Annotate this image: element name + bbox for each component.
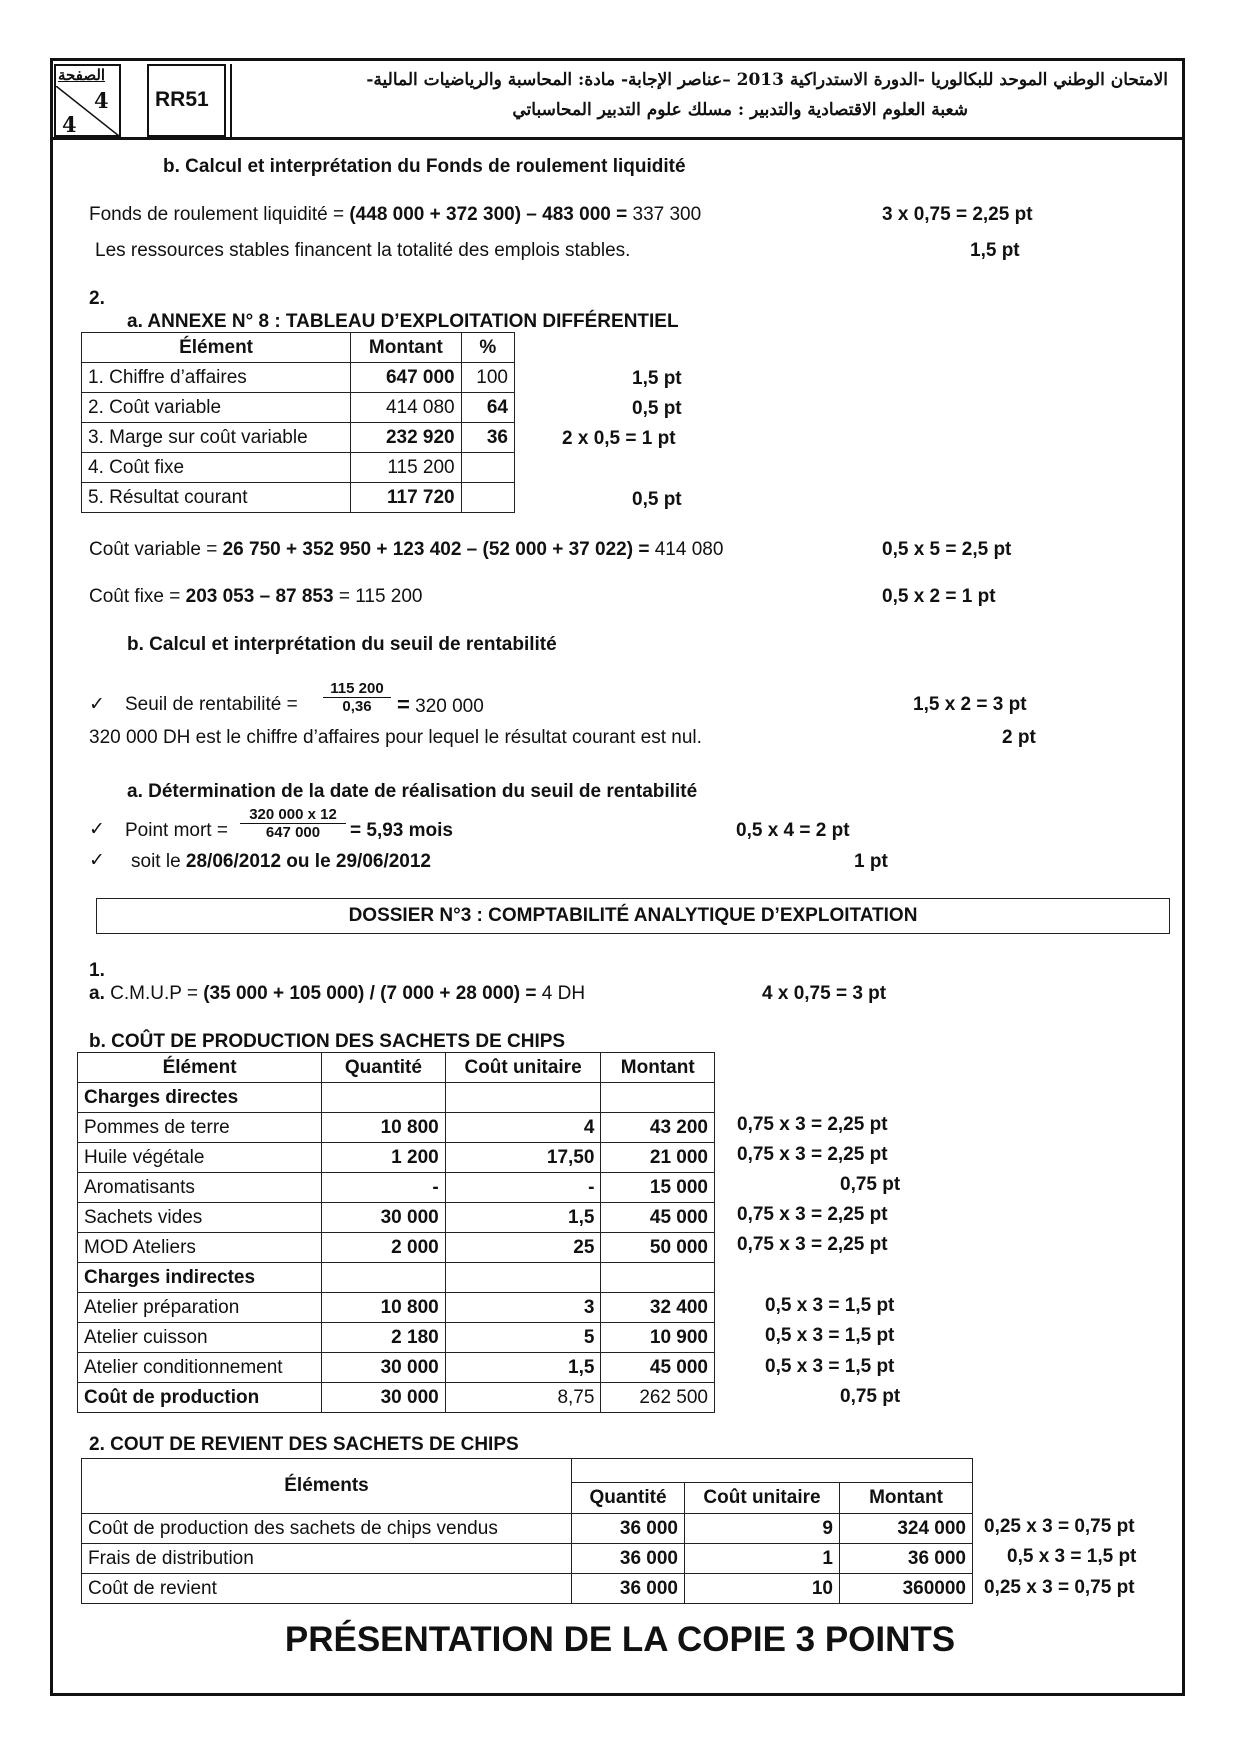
- prod-points-8: 0,5 x 3 = 1,5 pt: [765, 1325, 895, 1346]
- prod-cell-cu: 1,5: [445, 1203, 601, 1233]
- cv-formula: [89, 539, 723, 561]
- page-label: الصفحة: [58, 66, 106, 84]
- sr-equals: =: [397, 692, 410, 717]
- pm-numerator: 320 000 x 12: [240, 806, 346, 824]
- prod-cell-montant: 21 000: [601, 1143, 715, 1173]
- table-row: [78, 1113, 715, 1143]
- rev-cell-montant: 324 000: [840, 1514, 973, 1544]
- exam-title-line1: الامتحان الوطني الموحد للبكالوريا -الدورة الاستدراكية 2013 –عناصر الإجابة- مادة: المحاسبة والرياضيات المالية-: [366, 70, 1168, 90]
- rev-points-2: 0,5 x 3 = 1,5 pt: [1007, 1546, 1137, 1567]
- check-icon: ✓: [89, 694, 105, 715]
- prod-cell-cu: 4: [445, 1113, 601, 1143]
- table-row: [82, 1574, 973, 1604]
- rev-cell-qte: 36 000: [572, 1544, 685, 1574]
- annex-cell-montant: 115 200: [351, 453, 462, 483]
- pm-result: = 5,93 mois: [350, 820, 453, 841]
- prod-points-10: 0,75 pt: [840, 1386, 901, 1407]
- pm-denominator: 647 000: [265, 824, 321, 841]
- table-row: [78, 1173, 715, 1203]
- sr-numerator: 115 200: [323, 680, 391, 698]
- prod-title: b. COÛT DE PRODUCTION DES SACHETS DE CHIPS: [89, 1031, 566, 1052]
- exam-code: RR51: [155, 88, 209, 111]
- prod-cell-montant: 32 400: [601, 1293, 715, 1323]
- prod-points-9: 0,5 x 3 = 1,5 pt: [765, 1356, 895, 1377]
- dossier3-title: DOSSIER N°3 : COMPTABILITÉ ANALYTIQUE D’EXPLOITATION: [96, 898, 1170, 934]
- cv-label: Coût variable =: [89, 539, 223, 560]
- annex-table: [81, 332, 515, 513]
- annex-points-5: 0,5 pt: [632, 489, 682, 510]
- prod-cell-element: MOD Ateliers: [78, 1233, 322, 1263]
- cf-label: Coût fixe =: [89, 586, 186, 607]
- rev-cell-qte: 36 000: [572, 1574, 685, 1604]
- prod-cell-qte: 10 800: [322, 1293, 446, 1323]
- exam-title-line2: شعبة العلوم الاقتصادية والتدبير : مسلك علوم التدبير المحاسباتي: [512, 100, 968, 120]
- annex-cell-pct: 100: [461, 363, 514, 393]
- cv-result: 414 080: [649, 539, 724, 560]
- rev-cell-cu: 1: [685, 1544, 840, 1574]
- prod-cell-cu: 8,75: [445, 1383, 601, 1413]
- annex-cell-element: 5. Résultat courant: [82, 483, 351, 513]
- prod-cell-qte: 10 800: [322, 1113, 446, 1143]
- page-current: 4: [94, 88, 109, 113]
- annex-cell-element: 2. Coût variable: [82, 393, 351, 423]
- prod-cell-cu: 25: [445, 1233, 601, 1263]
- annex-cell-montant: 647 000: [351, 363, 462, 393]
- cmup-expr: (35 000 + 105 000) / (7 000 + 28 000) =: [203, 983, 537, 1004]
- prod-header-montant: Montant: [601, 1053, 715, 1083]
- rev-cell-element: Coût de production des sachets de chips vendus: [82, 1514, 572, 1544]
- table-row: [82, 1514, 973, 1544]
- prod-cell-element: Coût de production: [78, 1383, 322, 1413]
- sr-value: 320 000: [409, 696, 484, 717]
- rev-points-3: 0,25 x 3 = 0,75 pt: [984, 1577, 1135, 1598]
- prod-cell-element: Charges directes: [78, 1083, 322, 1113]
- prod-cell-element: Aromatisants: [78, 1173, 322, 1203]
- fr-formula: [89, 204, 701, 226]
- cmup-points: 4 x 0,75 = 3 pt: [762, 983, 887, 1004]
- prod-cell-montant: 45 000: [601, 1203, 715, 1233]
- prod-cell-cu: 1,5: [445, 1353, 601, 1383]
- prod-cell-qte: 30 000: [322, 1203, 446, 1233]
- rev-header-montant: Montant: [840, 1482, 973, 1513]
- prod-cell-cu: [445, 1083, 601, 1113]
- cf-expr: 203 053 – 87 853: [185, 586, 334, 607]
- prod-cell-montant: [601, 1083, 715, 1113]
- prod-cell-element: Sachets vides: [78, 1203, 322, 1233]
- table-row: [78, 1233, 715, 1263]
- rev-cell-qte: 36 000: [572, 1514, 685, 1544]
- table-row: [78, 1353, 715, 1383]
- sr-heading: b. Calcul et interprétation du seuil de rentabilité: [127, 634, 557, 655]
- cv-points: 0,5 x 5 = 2,5 pt: [882, 539, 1012, 560]
- fr-interpretation: Les ressources stables financent la totalité des emplois stables.: [95, 240, 631, 261]
- prod-cell-cu: 3: [445, 1293, 601, 1323]
- annex-cell-montant: 117 720: [351, 483, 462, 513]
- rev-points-1: 0,25 x 3 = 0,75 pt: [984, 1516, 1135, 1537]
- prod-cell-cu: 5: [445, 1323, 601, 1353]
- prod-points-7: 0,5 x 3 = 1,5 pt: [765, 1295, 895, 1316]
- check-icon: ✓: [89, 850, 105, 871]
- footer-presentation: PRÉSENTATION DE LA COPIE 3 POINTS: [284, 1620, 956, 1659]
- prod-cell-montant: 262 500: [601, 1383, 715, 1413]
- prod-cell-qte: [322, 1083, 446, 1113]
- fr-heading: b. Calcul et interprétation du Fonds de roulement liquidité: [163, 156, 686, 177]
- pm-date-points: 1 pt: [854, 851, 888, 872]
- table-row: [82, 1544, 973, 1574]
- prod-points-4: 0,75 x 3 = 2,25 pt: [737, 1204, 888, 1225]
- prod-points-3: 0,75 pt: [840, 1174, 901, 1195]
- rev-cell-cu: 10: [685, 1574, 840, 1604]
- annex-cell-element: 1. Chiffre d’affaires: [82, 363, 351, 393]
- prod-header-cu: Coût unitaire: [445, 1053, 601, 1083]
- prod-cell-qte: 2 000: [322, 1233, 446, 1263]
- rev-cell-cu: 9: [685, 1514, 840, 1544]
- fr-formula-result: 337 300: [627, 204, 702, 225]
- section2-number: 2.: [89, 288, 105, 309]
- cmup-line: [89, 983, 585, 1005]
- annex-cell-pct: 64: [461, 393, 514, 423]
- table-row: [78, 1083, 715, 1113]
- table-row: [78, 1323, 715, 1353]
- exam-code-box: [147, 64, 226, 137]
- rev-header-element: Éléments: [82, 1459, 572, 1514]
- check-icon: ✓: [89, 819, 105, 840]
- prod-cell-cu: -: [445, 1173, 601, 1203]
- prod-points-2: 0,75 x 3 = 2,25 pt: [737, 1144, 888, 1165]
- pm-heading: a. Détermination de la date de réalisation du seuil de rentabilité: [127, 781, 698, 802]
- annex-cell-pct: [461, 483, 514, 513]
- annex-cell-pct: 36: [461, 423, 514, 453]
- table-row: [82, 393, 515, 423]
- rev-header-spacer: [572, 1459, 973, 1483]
- header-divider: [50, 137, 1185, 140]
- prod-cell-element: Atelier conditionnement: [78, 1353, 322, 1383]
- table-row: [82, 423, 515, 453]
- annex-points-1: 1,5 pt: [632, 368, 682, 389]
- prod-cell-qte: -: [322, 1173, 446, 1203]
- fr-formula-points: 3 x 0,75 = 2,25 pt: [882, 204, 1033, 225]
- pm-label: Point mort =: [125, 820, 228, 841]
- prod-cell-element: Charges indirectes: [78, 1263, 322, 1293]
- annex-title: a. ANNEXE N° 8 : TABLEAU D’EXPLOITATION DIFFÉRENTIEL: [127, 311, 679, 332]
- prod-cell-montant: 50 000: [601, 1233, 715, 1263]
- vertical-separator: [230, 64, 232, 137]
- prod-cell-montant: 15 000: [601, 1173, 715, 1203]
- rev-table: [81, 1458, 973, 1604]
- table-row: [82, 453, 515, 483]
- prod-header-element: Élément: [78, 1053, 322, 1083]
- prod-cell-element: Huile végétale: [78, 1143, 322, 1173]
- annex-header-pct: %: [461, 333, 514, 363]
- pm-date-prefix: soit le: [131, 851, 186, 872]
- annex-cell-montant: 232 920: [351, 423, 462, 453]
- rev-header-cu: Coût unitaire: [685, 1482, 840, 1513]
- sr-label: Seuil de rentabilité =: [125, 694, 298, 715]
- rev-cell-montant: 36 000: [840, 1544, 973, 1574]
- table-row: [78, 1293, 715, 1323]
- prod-table: [77, 1052, 715, 1413]
- sr-denominator: 0,36: [342, 698, 372, 715]
- annex-header-montant: Montant: [351, 333, 462, 363]
- annex-points-2: 0,5 pt: [632, 398, 682, 419]
- pm-fraction: [240, 806, 346, 841]
- prod-cell-qte: 1 200: [322, 1143, 446, 1173]
- page-number-box: [54, 64, 121, 137]
- table-row: [78, 1383, 715, 1413]
- annex-cell-element: 3. Marge sur coût variable: [82, 423, 351, 453]
- cmup-label: C.M.U.P =: [104, 983, 204, 1004]
- cv-expr: 26 750 + 352 950 + 123 402 – (52 000 + 37 022) =: [222, 539, 650, 560]
- prod-cell-cu: 17,50: [445, 1143, 601, 1173]
- rev-title: 2. COUT DE REVIENT DES SACHETS DE CHIPS: [89, 1434, 519, 1455]
- pm-date: 28/06/2012 ou le 29/06/2012: [185, 851, 432, 872]
- rev-cell-montant: 360000: [840, 1574, 973, 1604]
- sr-fraction: [323, 680, 391, 715]
- table-row: [82, 483, 515, 513]
- prod-points-1: 0,75 x 3 = 2,25 pt: [737, 1114, 888, 1135]
- prod-cell-qte: [322, 1263, 446, 1293]
- annex-cell-element: 4. Coût fixe: [82, 453, 351, 483]
- table-row: [78, 1143, 715, 1173]
- annex-points-3: 2 x 0,5 = 1 pt: [562, 428, 676, 449]
- pm-points: 0,5 x 4 = 2 pt: [736, 820, 850, 841]
- rev-cell-element: Coût de revient: [82, 1574, 572, 1604]
- prod-cell-element: Atelier cuisson: [78, 1323, 322, 1353]
- fr-formula-expr: (448 000 + 372 300) – 483 000 =: [349, 204, 628, 225]
- fr-formula-label: Fonds de roulement liquidité =: [89, 204, 350, 225]
- prod-cell-montant: 45 000: [601, 1353, 715, 1383]
- prod-cell-element: Pommes de terre: [78, 1113, 322, 1143]
- cf-formula: [89, 586, 423, 608]
- prod-cell-montant: 10 900: [601, 1323, 715, 1353]
- rev-header-qte: Quantité: [572, 1482, 685, 1513]
- prod-cell-qte: 2 180: [322, 1323, 446, 1353]
- prod-cell-element: Atelier préparation: [78, 1293, 322, 1323]
- prod-cell-montant: [601, 1263, 715, 1293]
- prod-header-qte: Quantité: [322, 1053, 446, 1083]
- prod-cell-qte: 30 000: [322, 1353, 446, 1383]
- sr-interpretation-points: 2 pt: [1002, 727, 1036, 748]
- fr-interpretation-points: 1,5 pt: [970, 240, 1020, 261]
- cf-points: 0,5 x 2 = 1 pt: [882, 586, 996, 607]
- prod-cell-montant: 43 200: [601, 1113, 715, 1143]
- annex-cell-montant: 414 080: [351, 393, 462, 423]
- rev-cell-element: Frais de distribution: [82, 1544, 572, 1574]
- prod-points-5: 0,75 x 3 = 2,25 pt: [737, 1234, 888, 1255]
- cf-result: = 115 200: [333, 586, 423, 607]
- pm-date-line: [131, 851, 431, 873]
- sr-points: 1,5 x 2 = 3 pt: [913, 694, 1027, 715]
- table-row: [82, 363, 515, 393]
- dossier3-number: 1.: [89, 960, 105, 981]
- prod-cell-qte: 30 000: [322, 1383, 446, 1413]
- sr-result: [397, 692, 484, 718]
- page-total: 4: [62, 112, 77, 137]
- annex-cell-pct: [461, 453, 514, 483]
- table-row: [78, 1263, 715, 1293]
- sr-interpretation: 320 000 DH est le chiffre d’affaires pour lequel le résultat courant est nul.: [89, 727, 702, 748]
- cmup-letter: a.: [89, 983, 105, 1004]
- table-row: [78, 1203, 715, 1233]
- cmup-result: 4 DH: [536, 983, 586, 1004]
- annex-header-element: Élément: [82, 333, 351, 363]
- prod-cell-cu: [445, 1263, 601, 1293]
